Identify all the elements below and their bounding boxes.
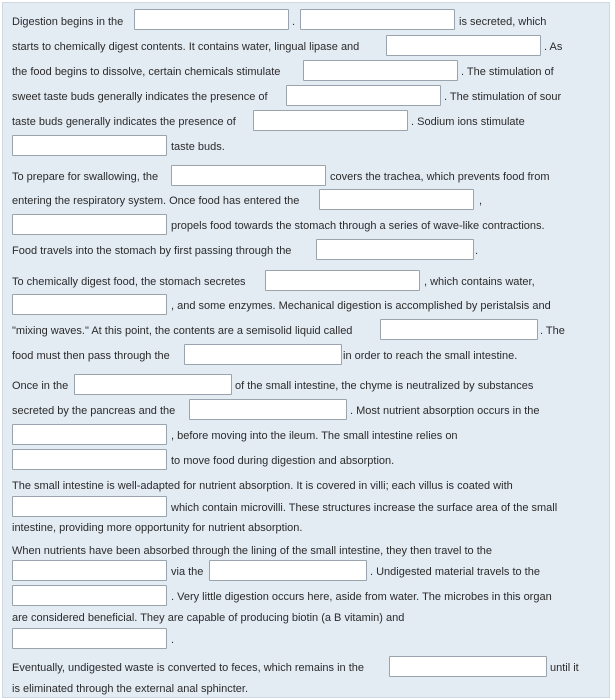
p2-text: To prepare for swallowing, the [12,171,159,183]
p2-text: Food travels into the stomach by first passing through the [12,245,292,257]
blank-20[interactable] [12,496,167,517]
p1-text: sweet taste buds generally indicates the presence of [12,91,268,103]
p2-text: propels food towards the stomach through a series of wave-like contractions. [171,220,545,232]
blank-3[interactable] [386,35,541,56]
blank-17[interactable] [189,399,347,420]
p2-text: . [475,245,479,257]
p7-text: Eventually, undigested waste is converted to feces, which remains in the [12,662,364,674]
blank-13[interactable] [12,294,167,315]
p1-text: . Sodium ions stimulate [411,116,525,128]
p6-text: When nutrients have been absorbed through the lining of the small intestine, they then travel to the [12,545,493,557]
p1-text: taste buds generally indicates the presence of [12,116,236,128]
p6-text: . Undigested material travels to the [370,566,540,578]
p4-text: of the small intestine, the chyme is neutralized by substances [235,380,534,392]
blank-21[interactable] [12,560,167,581]
blank-24[interactable] [12,628,167,649]
p1-text: is secreted, which [459,16,547,28]
p5-text: which contain microvilli. These structures increase the surface area of the small [171,502,558,514]
p6-text: . Very little digestion occurs here, aside from water. The microbes in this organ [171,591,552,603]
blank-22[interactable] [209,560,367,581]
blank-12[interactable] [265,270,420,291]
p4-text: , before moving into the ileum. The small intestine relies on [171,430,458,442]
p3-text: , and some enzymes. Mechanical digestion is accomplished by peristalsis and [171,300,551,312]
p4-text: . Most nutrient absorption occurs in the [350,405,540,417]
p6-text: are considered beneficial. They are capable of producing biotin (a B vitamin) and [12,612,405,624]
p7-text: until it [550,662,579,674]
p7-text: is eliminated through the external anal sphincter. [12,683,249,695]
blank-6[interactable] [253,110,408,131]
blank-11[interactable] [316,239,474,260]
p4-text: Once in the [12,380,69,392]
blank-19[interactable] [12,449,167,470]
p3-text: , which contains water, [424,276,535,288]
p1-text: . The stimulation of sour [444,91,562,103]
blank-8[interactable] [171,165,326,186]
p1-text: the food begins to dissolve, certain chemicals stimulate [12,66,281,78]
p1-text: . As [544,41,563,53]
blank-23[interactable] [12,585,167,606]
p3-text: in order to reach the small intestine. [343,350,518,362]
p6-text: via the [171,566,204,578]
p4-text: to move food during digestion and absorption. [171,455,395,467]
blank-1[interactable] [134,9,289,30]
p3-text: food must then pass through the [12,350,170,362]
blank-18[interactable] [12,424,167,445]
p3-text: To chemically digest food, the stomach secretes [12,276,246,288]
p1-text: starts to chemically digest contents. It contains water, lingual lipase and [12,41,360,53]
p2-text: covers the trachea, which prevents food from [330,171,550,183]
p3-text: "mixing waves." At this point, the contents are a semisolid liquid called [12,325,353,337]
fill-in-the-blank-panel [2,2,610,698]
p2-text: entering the respiratory system. Once food has entered the [12,195,300,207]
p1-text: Digestion begins in the [12,16,124,28]
blank-16[interactable] [74,374,232,395]
blank-10[interactable] [12,214,167,235]
p5-text: intestine, providing more opportunity for nutrient absorption. [12,522,303,534]
p5-text: The small intestine is well-adapted for nutrient absorption. It is covered in villi; each villus is coated with [12,480,513,492]
p6-text: . [171,634,175,646]
p1-text: . The stimulation of [461,66,554,78]
p4-text: secreted by the pancreas and the [12,405,176,417]
p3-text: . The [540,325,565,337]
blank-5[interactable] [286,85,441,106]
blank-2[interactable] [300,9,455,30]
blank-25[interactable] [389,656,547,677]
p1-text: taste buds. [171,141,225,153]
p2-text: , [479,195,483,207]
blank-4[interactable] [303,60,458,81]
blank-7[interactable] [12,135,167,156]
p1-text: . [292,16,296,28]
blank-14[interactable] [380,319,538,340]
blank-15[interactable] [184,344,342,365]
blank-9[interactable] [319,189,474,210]
